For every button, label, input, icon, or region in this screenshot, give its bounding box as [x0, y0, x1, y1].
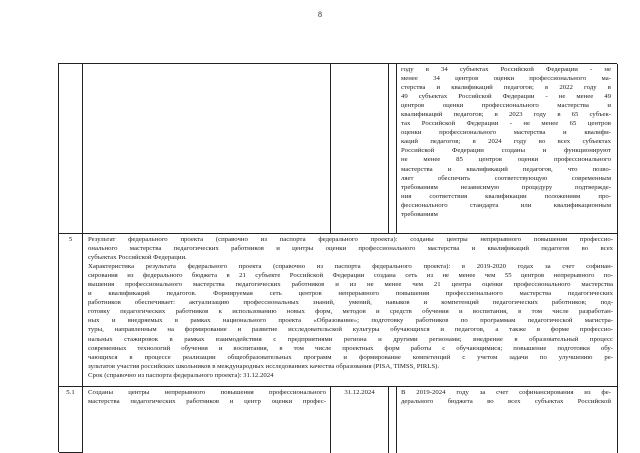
characteristic-cell	[397, 64, 618, 234]
text-line: 49 субъектах Российской Федерации - не менее 49	[401, 93, 611, 101]
text-line: субъектах Российской Федерации.	[88, 254, 187, 262]
text-line: центров оценки профессионального мастерства и	[401, 102, 611, 110]
text-line: ных и внедряемых в рамках национального проекта «Образование»; подготовку работников по программам педагогической магистра-	[88, 317, 613, 325]
text-line: мастерства педагогических работников и центр оценки профес-	[88, 398, 326, 406]
text-line: мастерства и квалификаций педагогов, что позво-	[401, 165, 611, 173]
text-line: работников обеспечивает: актуализацию профессиональных знаний, умений, навыков и компетенций педагогических работников; под-	[88, 299, 613, 307]
date-text: 31.12.2024	[344, 389, 375, 396]
result-description-cell	[83, 234, 618, 387]
page-number: 8	[318, 10, 322, 19]
table-row-continued	[59, 64, 618, 234]
text-line: готовку педагогических работников к использованию новых форм, методов и средств обучения и воспитания, в том числе разработан-	[88, 308, 613, 316]
text-line: менее 34 центров оценки профессионального ма-	[401, 75, 611, 83]
text-line: туры, направленным на формирование и развитие исследовательской культуры обучающихся и педагогов, а также в форме профессио-	[88, 326, 613, 334]
text-line: квалификаций педагогов; в 2023 году в 65 субъек-	[401, 111, 611, 119]
empty-cell	[389, 387, 397, 453]
text-line: В 2019-2024 году за счет софинансирования из фе-	[401, 389, 611, 396]
text-line: Характеристика результата федерального проекта (справочно из паспорта федерального проекта): в 2019-2020 годах за счет софинан-	[88, 263, 613, 271]
text-line: и квалификаций педагогов. Формируемая сеть центров непрерывного повышения профессионального мастерства педагогических	[88, 290, 613, 298]
text-line: ния соответствия квалификации положениям про-	[401, 192, 611, 200]
row-number-text: 5.1	[66, 389, 75, 396]
row-number	[59, 234, 83, 387]
text-line: современных технологий обучения и воспитания, в том числе проектных форм работы с обучающимися; повышение подготовки обу-	[88, 344, 613, 352]
description-cell	[397, 387, 618, 453]
row-number-text: 5	[68, 236, 73, 243]
text-line: вышения профессионального мастерства педагогических работников и из не менее чем 21 центра оценки профессионального мастерства	[88, 281, 613, 289]
text-line: сирования из федерального бюджета в 21 субъекте Российской Федерации создана сеть из не менее чем 55 центров непрерывного по-	[88, 272, 613, 280]
description-cell	[389, 64, 397, 234]
name-cell	[83, 64, 331, 234]
text-line: каций педагогов; в 2024 году во всех субъектах	[401, 138, 611, 146]
text-line: оценки профессионального мастерства и квалифи-	[401, 129, 611, 137]
text-line: онального мастерства педагогических работников и центры оценки профессионального мастерства и квалификаций педагогов во всех	[88, 245, 613, 253]
text-line: ляет обеспечить соответствующую современным	[401, 174, 611, 182]
row-number	[59, 387, 83, 453]
date-cell	[331, 64, 389, 234]
text-line: Российской Федерации созданы и функционируют	[401, 147, 611, 155]
text-line: зультатов участия российских школьников в международных исследованиях качества образования (PISA, TIMSS, PIRLS).	[88, 362, 440, 370]
text-line: дерального бюджета во всех субъектах Российской	[401, 398, 611, 406]
text-line: не менее 85 центров оценки профессионального	[401, 156, 611, 164]
text-line: стерства и квалификаций педагогов; в 2022 году в	[401, 84, 611, 92]
table-row-5-1	[59, 387, 618, 453]
text-line: Результат федерального проекта (справочно из паспорта федерального проекта): созданы центры непрерывного повышения профессио-	[88, 236, 613, 243]
number-cell	[59, 64, 83, 234]
text-line: Созданы центры непрерывного повышения профессионального	[88, 389, 326, 396]
text-line: требованиям	[401, 210, 438, 218]
text-line: нальных стажировок в рамках взаимодействия с предприятиями региона и другими регионами; внедрение в образовательный процесс	[88, 335, 613, 343]
text-line: чающихся в процессе реализации общеобразовательных программ и формирование компетенций с учетом задачи по улучшению ре-	[88, 353, 613, 361]
results-table	[58, 63, 617, 452]
text-line: тах Российской Федерации - не менее 65 центров	[401, 120, 611, 128]
date-cell	[331, 387, 389, 453]
text-line: фессионального стандарта или квалификационным	[401, 201, 611, 209]
table-row-result-5	[59, 234, 618, 387]
text-line: году в 34 субъектах Российской Федерации - не	[401, 66, 611, 73]
text-line: требованиям независимую процедуру подтвержде-	[401, 183, 611, 191]
name-cell	[83, 387, 331, 453]
text-line: Срок (справочно из паспорта федерального проекта): 31.12.2024	[88, 371, 274, 379]
